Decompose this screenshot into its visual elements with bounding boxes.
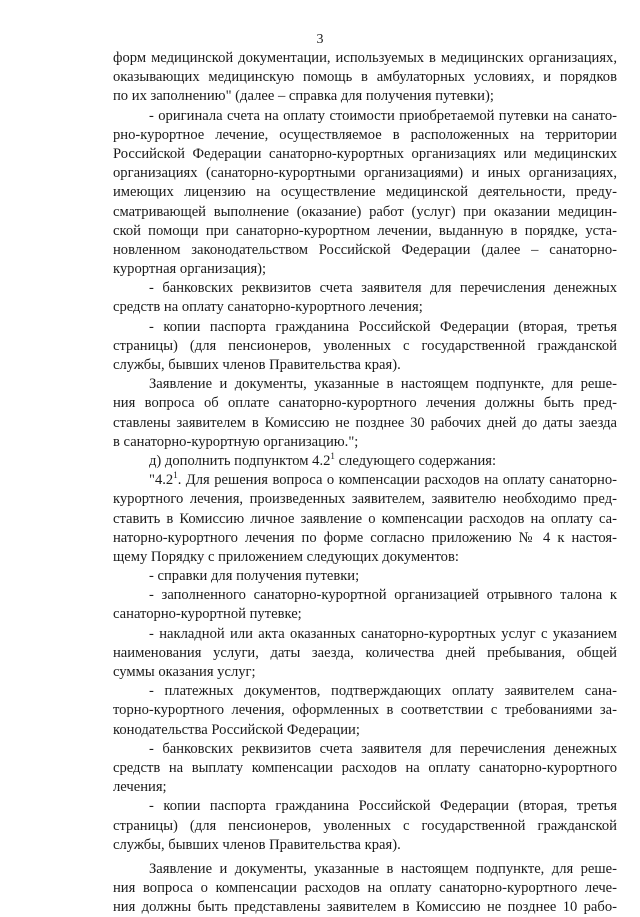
text-line: организациях (санаторно-курортными организациями) и иных организациях, <box>113 165 617 182</box>
text-line: ния вопроса об оплате санаторно-курортного лечения должны быть пред- <box>113 395 617 412</box>
text-line <box>113 452 617 471</box>
text-line: - банковских реквизитов счета заявителя для перечисления денежных <box>149 280 617 297</box>
text-line: наторно-курортного лечения по форме согласно приложению № 4 к настоя- <box>113 529 617 546</box>
page-number: 3 <box>316 32 324 47</box>
text-line: сматривающей выполнение (оказание) работ (услуг) при оказании медицин- <box>113 203 617 220</box>
text-line: рно-курортное лечение, осуществляемое в расположенных на территории <box>113 126 617 143</box>
text-line <box>113 471 617 490</box>
text-line: ской помощи при санаторно-курортном лечении, выданную в порядке, уста- <box>113 222 617 239</box>
text-line: средств на выплату компенсации расходов на оплату санаторно-курортного <box>113 759 617 776</box>
text-line: по их заполнению" (далее – справка для получения путевки); <box>113 88 494 105</box>
superscript: 1 <box>330 450 335 461</box>
text-fragment: "4.2 <box>149 472 174 489</box>
text-line: - копии паспорта гражданина Российской Федерации (вторая, третья <box>149 318 617 335</box>
text-line: имеющих лицензию на осуществление медицинской деятельности, преду- <box>113 184 617 201</box>
text-line: ния должны быть представлены заявителем в Комиссию не позднее 10 рабо- <box>113 899 617 916</box>
text-fragment: д) дополнить подпунктом 4.2 <box>149 452 331 469</box>
text-line: торно-курортного лечения, оформленных в соответствии с требованиями за- <box>113 702 617 719</box>
text-line: курортная организация); <box>113 261 267 278</box>
text-line: суммы оказания услуг; <box>113 664 256 680</box>
text-line: - банковских реквизитов счета заявителя для перечисления денежных <box>149 740 617 757</box>
text-line: наименования услуги, даты заезда, количества дней пребывания, общей <box>113 644 617 661</box>
text-line: конодательства Российской Федерации; <box>113 721 360 738</box>
text-line: - платежных документов, подтверждающих оплату заявителем сана- <box>149 683 617 700</box>
text-line: Заявление и документы, указанные в настоящем подпункте, для реше- <box>149 376 617 393</box>
text-line: ния вопроса о компенсации расходов на оплату санаторно-курортного лече- <box>113 880 617 897</box>
superscript: 1 <box>173 470 178 481</box>
text-line: - заполненного санаторно-курортной организацией отрывного талона к <box>149 587 617 604</box>
text-line: - справки для получения путевки; <box>149 568 360 585</box>
text-line: щему Порядку с приложением следующих документов: <box>113 548 459 565</box>
text-line: лечения; <box>113 779 167 796</box>
text-fragment: . Для решения вопроса о компенсации расходов на оплату санаторно- <box>177 472 617 489</box>
text-fragment: следующего содержания: <box>334 452 497 469</box>
text-line: новленном законодательством Российской Федерации (далее – санаторно- <box>113 241 617 258</box>
text-line: в санаторно-курортную организацию."; <box>113 433 359 450</box>
text-line: - накладной или акта оказанных санаторно-курортных услуг с указанием <box>149 625 617 642</box>
text-line: - копии паспорта гражданина Российской Федерации (вторая, третья <box>149 798 617 815</box>
text-line: Российской Федерации санаторно-курортных организациях или медицинских <box>113 145 617 162</box>
text-line: страницы) (для пенсионеров, уволенных с государственной гражданской <box>113 337 617 354</box>
text-line: страницы) (для пенсионеров, уволенных с государственной гражданской <box>113 817 617 834</box>
text-line: службы, бывших членов Правительства края). <box>113 836 401 853</box>
text-line: курортного лечения, произведенных заявителем, заявителю необходимо пред- <box>113 491 617 508</box>
text-line: Заявление и документы, указанные в настоящем подпункте, для реше- <box>149 860 617 877</box>
text-line: средств на оплату санаторно-курортного лечения; <box>113 299 423 316</box>
text-line: ставлены заявителем в Комиссию не позднее 30 рабочих дней до даты заезда <box>113 414 617 431</box>
body-text <box>113 49 617 917</box>
text-line: санаторно-курортной путевке; <box>113 606 302 623</box>
text-line: оказывающих медицинскую помощь в амбулаторных условиях, и порядков <box>113 69 617 86</box>
text-line: форм медицинской документации, используемых в медицинских организациях, <box>113 50 617 66</box>
text-line: - оригинала счета на оплату стоимости приобретаемой путевки на санато- <box>149 107 617 124</box>
text-line: службы, бывших членов Правительства края). <box>113 357 401 373</box>
text-line: ставить в Комиссию личное заявление о компенсации расходов на оплату са- <box>113 510 617 527</box>
